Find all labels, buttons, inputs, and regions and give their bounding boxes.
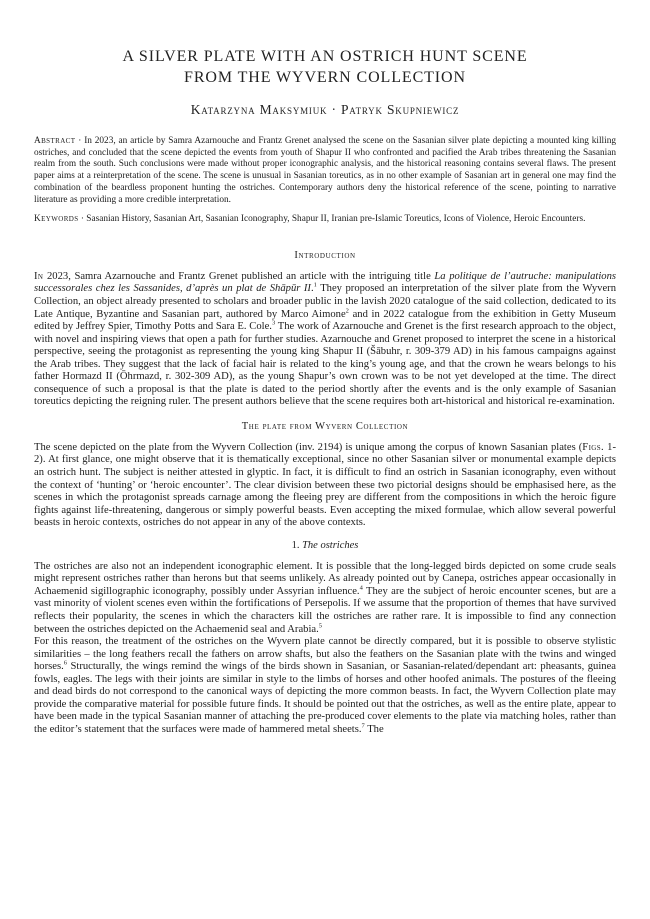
intro-text-c: They proposed an interpretation of the silver plate from the Wyvern Collection, an object already presented to scholars and broader public in the lavish 2020 catalogue of the said collection, dedicated to its Late Antique, Byzantine and Sasanian part, authored by Marco Aimone (34, 283, 616, 320)
subsection-title: The ostriches (302, 539, 359, 551)
article-title (34, 46, 616, 88)
article-page (34, 46, 616, 736)
ostriches-text-c: For this reason, the treatment of the ostriches on the Wyvern plate cannot be directly compared, but it is possible to observe stylistic similarities – the long feathers recall the fathers on arrow shafts, but also the feathers on the Sasanian plate with the twins and winged horses. (34, 636, 616, 673)
footnote-ref-1[interactable]: 1 (313, 281, 317, 289)
footnote-ref-6[interactable]: 6 (63, 659, 67, 667)
title-line-1: A SILVER PLATE WITH AN OSTRICH HUNT SCENE (122, 48, 528, 65)
dropcap-word: In (34, 270, 44, 282)
footnote-ref-5[interactable]: 5 (318, 621, 322, 629)
abstract-text: In 2023, an article by Samra Azarnouche and Frantz Grenet analysed the scene on the Sasanian silver plate depicting a mounted king killing ostriches, and concluded that the scene depicted the events from youth of Shapur II who confronted and pacified the Arab tribes threatening the Sasanian realm from the south. Such conclusions were made without proper iconographic analysis, and the historical reasoning contains several flaws. The present paper aims at a reinterpretation of the scene. The scene is unusual in Sasanian toreutics, as in no other example of Sasanian art in general one may find the combination of the beardless proponent hunting the ostriches. Contemporary authors deny the historical reference of the scene, pointing to narrative literature as providing a more credible interpretation. (34, 136, 616, 205)
intro-text-b: . (310, 283, 314, 295)
introduction-paragraph (34, 271, 616, 409)
abstract (34, 136, 616, 206)
intro-text-e: The work of Azarnouche and Grenet is the first research approach to the object, with novel and inspiring views that open a path for further studies. Azarnouche and Grenet proposed to interpret the scene in a historical perspective, seeing the protagonist as representing the young king Shapur II (Šābuhr, r. 309-379 AD) in his famous campaigns against the Arab tribes. They suggest that the lack of facial hair is related to the king’s young age, and that the crown he wears belongs to his father Hormazd II (Ōhrmazd, r. 302-309 AD), as the young Shapur’s own crown was to be not yet developed at the time. The direct consequence of such a proposal is that the plate is dated to the period shortly after the events and is the only example of Sasanian toreutics depicting the reigning ruler. The present authors believe that the scene requires both art-historical and historical re-examination. (34, 321, 616, 408)
plate-text-a: The scene depicted on the plate from the Wyvern Collection (inv. 2194) is unique among the corpus of known Sasanian plates ( (34, 441, 583, 453)
article-authors: Katarzyna Maksymiuk · Patryk Skupniewicz (190, 102, 460, 117)
footnote-ref-3[interactable]: 3 (271, 319, 276, 327)
footnote-ref-4[interactable]: 4 (359, 584, 363, 592)
ostriches-text-e: The (364, 723, 384, 735)
abstract-separator: · (75, 136, 85, 146)
ostriches-text-a: The ostriches are also not an independent iconographic element. It is possible that the long-legged birds depicted on some crude seals might represent ostriches rather than herons but that seems unlikely. As already pointed out by Canepa, ostriches appear occasionally in Achaemenid sigillographic iconography, possibly under Assyrian influence. (34, 560, 616, 597)
keywords (34, 214, 616, 226)
ostriches-text-b: They are the subject of heroic encounter scenes, but are a vast minority of violent scenes even within the fortifications of Persepolis. If we assume that the proportion of themes that have survived reflects their popularity, the scenes in which the characters kill the ostriches are rather rare. It is impossible to find any connection between the ostriches depicted on the Achaemenid seal and Arabia. (34, 585, 617, 635)
ostriches-paragraph-1 (34, 561, 616, 636)
intro-text-a: 2023, Samra Azarnouche and Frantz Grenet published an article with the intriguing title (43, 270, 435, 282)
cited-article-title: La politique de l’autruche: manipulations successorales chez les Sassanides, d’après un plat de Shāpūr II (34, 270, 616, 295)
subsection-heading-ostriches (34, 540, 616, 551)
keywords-text: Sasanian History, Sasanian Art, Sasanian Iconography, Shapur II, Iranian pre-Islamic Toreutics, Icons of Violence, Heroic Encounters. (86, 214, 586, 225)
title-line-2: FROM THE WYVERN COLLECTION (184, 69, 466, 86)
ostriches-text-d: Structurally, the wings remind the wings of the birds shown in Sasanian, or Sasanian-related/dependant art: pheasants, guinea fowls, eagles. The legs with their joints are similar in style to the limbs of horses and other hoofed animals. The postures of the fleeing and dead birds do not correspond to the canonical ways of depicting the more common beasts. In fact, the Wyvern Collection plate may provide the comparative material for possible future finds. It should be pointed out that the ostriches, as well as the entire plate, appear to have been made in the typical Sasanian manner of attaching the pre-produced cover elements to the plate via matching holes, rather than the editor’s statement that the surfaces were made of hammered metal sheets. (34, 661, 616, 735)
keywords-label: Keywords (34, 214, 79, 225)
ostriches-paragraph-2 (34, 636, 616, 736)
subsection-number: 1. (291, 539, 300, 551)
plate-text-b: 1-2). At first glance, one might observe that it is thematically exceptional, since no other Sasanian silver or monumental example depicts an ostrich hunt. The subject is neither attested in glyptic. In fact, it is difficult to find an ostrich in Sasanian iconography, even without the context of ‘hunting’ or ‘heroic encounter’. The clear division between these two pictorial designs should be emphasised here, as the scenes in which the protagonist spreads carnage among the fleeing prey are different from the compositions in which the heroic figure fights against life-threatening, dangerous or simply powerful beasts. Even accepting the mixed formulae, which allow several powerful beasts in heroic contexts, ostriches do not appear in any of the above contexts. (34, 441, 616, 529)
keywords-separator: · (78, 214, 87, 225)
section-heading-plate: The plate from Wyvern Collection (241, 420, 409, 432)
footnote-ref-2[interactable]: 2 (345, 307, 349, 315)
footnote-ref-7[interactable]: 7 (361, 722, 365, 730)
section-heading-introduction: Introduction (294, 249, 356, 261)
intro-text-d: and in 2022 catalogue from the exhibition in Getty Museum edited by Jeffrey Spier, Timothy Potts and Sara E. Cole. (34, 308, 616, 333)
abstract-label: Abstract (34, 136, 76, 146)
plate-paragraph (34, 442, 616, 530)
figure-ref-label[interactable]: Figs. (582, 441, 605, 453)
